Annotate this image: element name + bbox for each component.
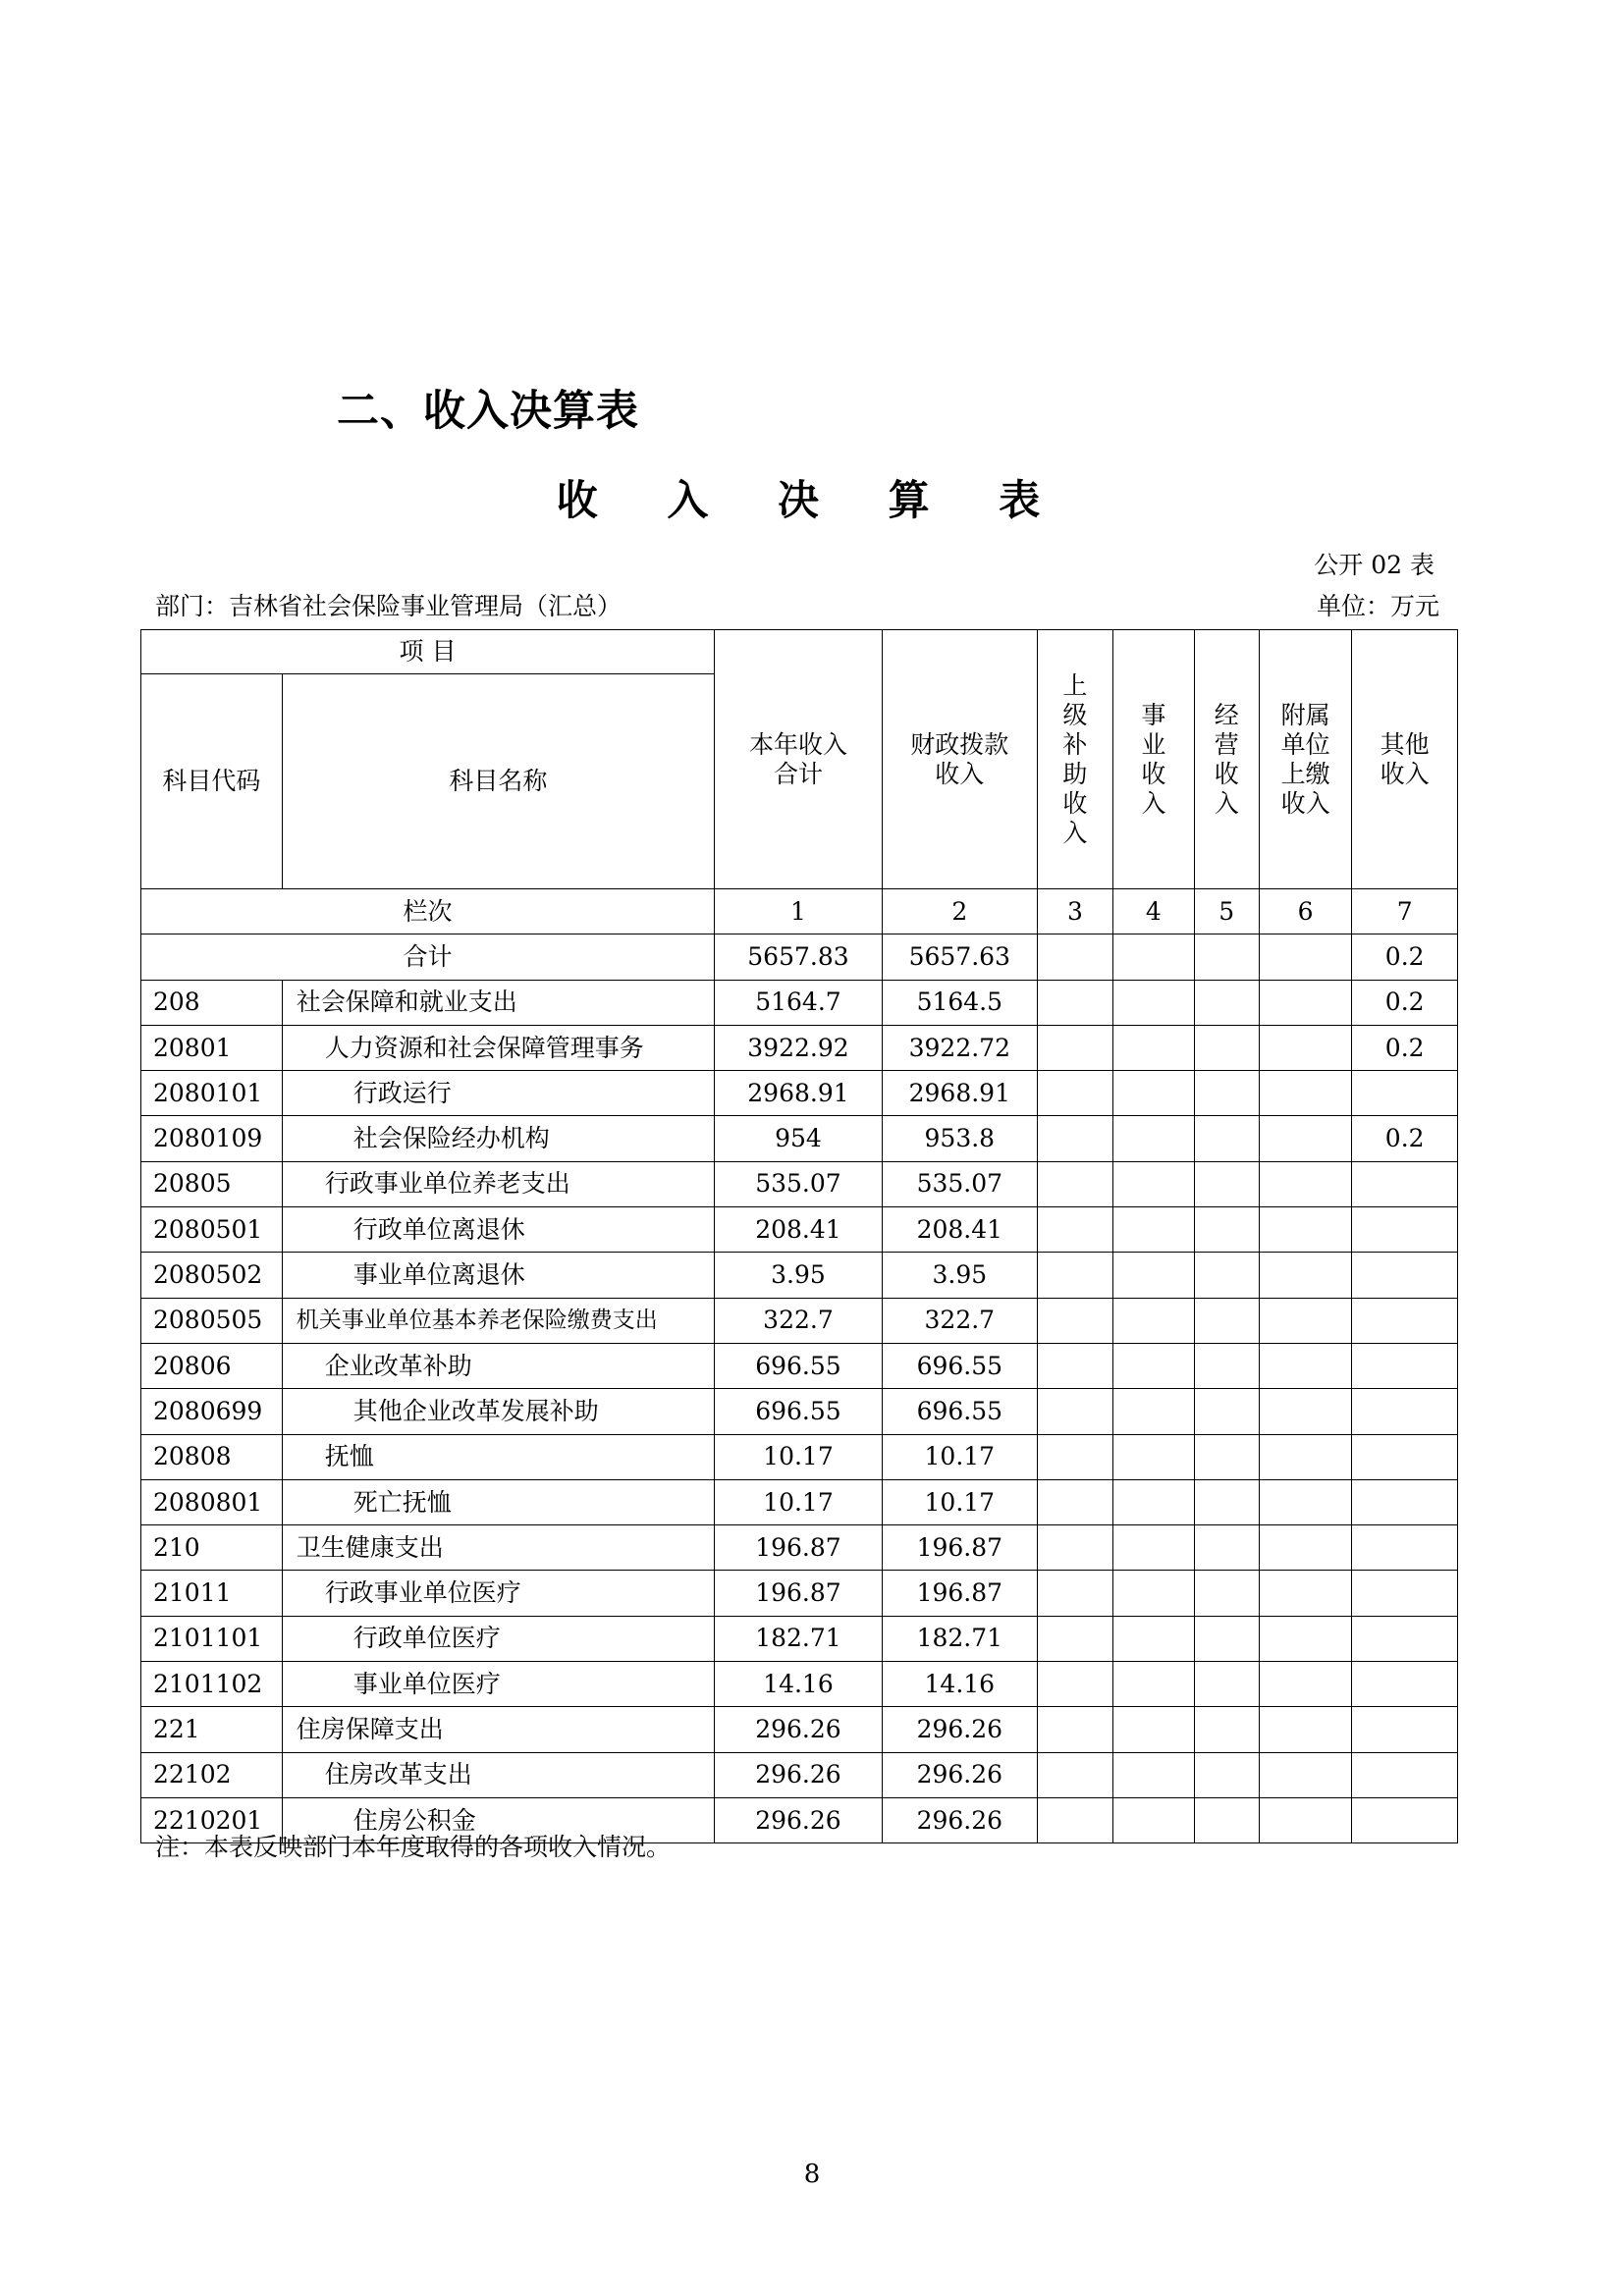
value-c1: 296.26 [715,1707,883,1752]
value-c4 [1113,1616,1194,1661]
value-c4 [1113,1434,1194,1479]
total-c1: 5657.83 [715,934,883,980]
subject-code: 2210201 [141,1797,283,1842]
value-c5 [1194,1207,1259,1253]
subject-code: 20805 [141,1161,283,1206]
value-c3 [1037,1479,1112,1524]
value-c4 [1113,980,1194,1025]
h7-char: 收入 [1380,759,1430,788]
value-c6 [1259,1752,1351,1797]
h7-char: 其他 [1380,729,1430,759]
header-row-1 [141,630,1458,674]
value-c3 [1037,1797,1112,1842]
table-row [141,1207,1458,1253]
table-row [141,1616,1458,1661]
column-number: 7 [1352,889,1458,934]
h5-char: 营 [1214,729,1239,759]
subject-name: 行政单位医疗 [282,1616,714,1661]
h3-char: 收 [1062,788,1088,818]
total-c2: 5657.63 [882,934,1037,980]
value-c3 [1037,1525,1112,1571]
value-c4 [1113,1797,1194,1842]
header-subject-code: 科目代码 [141,674,283,889]
value-c2: 208.41 [882,1207,1037,1253]
value-c1: 535.07 [715,1161,883,1206]
value-c7 [1352,1479,1458,1524]
department-label: 部门：吉林省社会保险事业管理局（汇总） [155,592,623,620]
value-c6 [1259,1207,1351,1253]
value-c5 [1194,1343,1259,1388]
header-col2-line2: 收入 [935,759,985,788]
value-c1: 2968.91 [715,1071,883,1116]
subject-code: 20806 [141,1343,283,1388]
value-c7: 0.2 [1352,980,1458,1025]
subject-code: 2101102 [141,1662,283,1707]
table-title: 收 入 决 算 表 [556,476,1068,524]
subject-code: 20801 [141,1025,283,1070]
value-c3 [1037,1662,1112,1707]
section-title: 二、收入决算表 [337,387,639,436]
value-c2: 696.55 [882,1389,1037,1434]
h5-char: 入 [1214,788,1239,818]
value-c4 [1113,1343,1194,1388]
value-c5 [1194,1525,1259,1571]
row-label: 栏次 [141,889,715,934]
subject-name: 住房改革支出 [282,1752,714,1797]
value-c3 [1037,1161,1112,1206]
subject-name: 社会保障和就业支出 [282,980,714,1025]
value-c6 [1259,1662,1351,1707]
value-c5 [1194,1479,1259,1524]
column-number: 5 [1194,889,1259,934]
value-c7 [1352,1662,1458,1707]
table-row [141,1025,1458,1070]
subject-name: 事业单位离退休 [282,1253,714,1298]
value-c6 [1259,1071,1351,1116]
subject-name: 机关事业单位基本养老保险缴费支出 [282,1298,714,1343]
value-c1: 3.95 [715,1253,883,1298]
value-c3 [1037,1752,1112,1797]
table-row [141,1343,1458,1388]
value-c2: 2968.91 [882,1071,1037,1116]
page-number: 8 [803,2160,821,2189]
subject-name: 企业改革补助 [282,1343,714,1388]
value-c6 [1259,1571,1351,1616]
subject-name: 卫生健康支出 [282,1525,714,1571]
table-row [141,1571,1458,1616]
value-c4 [1113,1298,1194,1343]
value-c5 [1194,1116,1259,1161]
value-c4 [1113,1389,1194,1434]
value-c6 [1259,1707,1351,1752]
value-c3 [1037,1389,1112,1434]
header-subject-name: 科目名称 [282,674,714,889]
value-c1: 14.16 [715,1662,883,1707]
header-item: 项 目 [141,630,715,674]
table-row [141,1434,1458,1479]
value-c6 [1259,1389,1351,1434]
table-row [141,980,1458,1025]
value-c5 [1194,1797,1259,1842]
footnote: 注：本表反映部门本年度取得的各项收入情况。 [155,1833,672,1861]
header-col2 [882,630,1037,889]
value-c2: 296.26 [882,1707,1037,1752]
h5-char: 经 [1214,700,1239,729]
value-c5 [1194,1707,1259,1752]
table-row [141,1071,1458,1116]
subject-code: 2080101 [141,1071,283,1116]
subject-code: 2080505 [141,1298,283,1343]
value-c4 [1113,1071,1194,1116]
total-c5 [1194,934,1259,980]
subject-code: 20808 [141,1434,283,1479]
value-c5 [1194,1662,1259,1707]
value-c5 [1194,1025,1259,1070]
subject-code: 221 [141,1707,283,1752]
value-c2: 3.95 [882,1253,1037,1298]
value-c3 [1037,1071,1112,1116]
value-c6 [1259,980,1351,1025]
value-c7 [1352,1434,1458,1479]
table-row [141,1389,1458,1434]
header-col2-line1: 财政拨款 [910,729,1009,759]
value-c2: 953.8 [882,1116,1037,1161]
value-c1: 208.41 [715,1207,883,1253]
unit-label: 单位：万元 [1316,592,1439,620]
value-c7 [1352,1616,1458,1661]
header-col5 [1194,630,1259,889]
header-col1 [715,630,883,889]
subject-code: 21011 [141,1571,283,1616]
subject-code: 210 [141,1525,283,1571]
h4-char: 业 [1141,729,1166,759]
value-c5 [1194,980,1259,1025]
value-c5 [1194,1616,1259,1661]
value-c5 [1194,1253,1259,1298]
value-c2: 10.17 [882,1434,1037,1479]
subject-code: 208 [141,980,283,1025]
h3-char: 入 [1062,818,1088,847]
value-c2: 296.26 [882,1797,1037,1842]
h6-char: 上缴 [1280,759,1330,788]
value-c6 [1259,1161,1351,1206]
value-c4 [1113,1571,1194,1616]
form-number: 公开 02 表 [1314,551,1435,579]
value-c6 [1259,1525,1351,1571]
value-c6 [1259,1298,1351,1343]
value-c1: 696.55 [715,1389,883,1434]
h4-char: 入 [1141,788,1166,818]
value-c2: 696.55 [882,1343,1037,1388]
value-c3 [1037,980,1112,1025]
subject-name: 行政事业单位医疗 [282,1571,714,1616]
value-c2: 322.7 [882,1298,1037,1343]
value-c4 [1113,1479,1194,1524]
subject-name: 事业单位医疗 [282,1662,714,1707]
value-c3 [1037,1207,1112,1253]
value-c4 [1113,1253,1194,1298]
value-c5 [1194,1071,1259,1116]
value-c4 [1113,1161,1194,1206]
value-c7 [1352,1707,1458,1752]
subject-name: 行政单位离退休 [282,1207,714,1253]
subject-name: 行政运行 [282,1071,714,1116]
total-c4 [1113,934,1194,980]
subject-name: 社会保险经办机构 [282,1116,714,1161]
value-c2: 10.17 [882,1479,1037,1524]
h5-char: 收 [1214,759,1239,788]
table-row [141,1253,1458,1298]
value-c6 [1259,1616,1351,1661]
h6-char: 单位 [1280,729,1330,759]
subject-code: 2080501 [141,1207,283,1253]
header-col1-line1: 本年收入 [748,729,847,759]
h6-char: 收入 [1280,788,1330,818]
value-c7 [1352,1298,1458,1343]
value-c7 [1352,1207,1458,1253]
value-c6 [1259,1434,1351,1479]
value-c1: 5164.7 [715,980,883,1025]
header-col4 [1113,630,1194,889]
h3-char: 助 [1062,759,1088,788]
subject-code: 2080502 [141,1253,283,1298]
total-c7: 0.2 [1352,934,1458,980]
value-c6 [1259,1343,1351,1388]
subject-name: 死亡抚恤 [282,1479,714,1524]
subject-name: 其他企业改革发展补助 [282,1389,714,1434]
subject-code: 2101101 [141,1616,283,1661]
column-number: 1 [715,889,883,934]
total-c6 [1259,934,1351,980]
value-c3 [1037,1025,1112,1070]
value-c1: 196.87 [715,1525,883,1571]
value-c7 [1352,1071,1458,1116]
value-c2: 196.87 [882,1525,1037,1571]
value-c4 [1113,1207,1194,1253]
table-row [141,1662,1458,1707]
value-c7: 0.2 [1352,1116,1458,1161]
header-col1-line2: 合计 [773,759,823,788]
table-row [141,1752,1458,1797]
h3-char: 上 [1062,670,1088,700]
header-col6 [1259,630,1351,889]
value-c5 [1194,1161,1259,1206]
value-c3 [1037,1298,1112,1343]
value-c7 [1352,1571,1458,1616]
column-number: 2 [882,889,1037,934]
value-c6 [1259,1116,1351,1161]
subject-code: 22102 [141,1752,283,1797]
value-c1: 10.17 [715,1434,883,1479]
value-c7 [1352,1343,1458,1388]
value-c3 [1037,1116,1112,1161]
header-col7 [1352,630,1458,889]
value-c7 [1352,1161,1458,1206]
h4-char: 事 [1141,700,1166,729]
value-c4 [1113,1662,1194,1707]
value-c5 [1194,1571,1259,1616]
value-c6 [1259,1797,1351,1842]
value-c4 [1113,1525,1194,1571]
value-c7 [1352,1797,1458,1842]
total-label: 合计 [141,934,715,980]
column-number: 6 [1259,889,1351,934]
value-c5 [1194,1434,1259,1479]
table-row [141,1116,1458,1161]
table-row [141,1479,1458,1524]
table-row [141,1161,1458,1206]
column-number-row [141,889,1458,934]
value-c5 [1194,1389,1259,1434]
value-c6 [1259,1479,1351,1524]
income-table [140,629,1458,1843]
value-c1: 3922.92 [715,1025,883,1070]
value-c1: 296.26 [715,1797,883,1842]
value-c7 [1352,1389,1458,1434]
value-c4 [1113,1116,1194,1161]
value-c2: 5164.5 [882,980,1037,1025]
subject-code: 2080109 [141,1116,283,1161]
table-row [141,1707,1458,1752]
value-c1: 10.17 [715,1479,883,1524]
value-c7 [1352,1253,1458,1298]
header-col3 [1037,630,1112,889]
subject-code: 2080801 [141,1479,283,1524]
total-row [141,934,1458,980]
value-c7: 0.2 [1352,1025,1458,1070]
value-c3 [1037,1616,1112,1661]
value-c2: 535.07 [882,1161,1037,1206]
value-c4 [1113,1707,1194,1752]
value-c2: 196.87 [882,1571,1037,1616]
value-c7 [1352,1752,1458,1797]
value-c1: 696.55 [715,1343,883,1388]
value-c2: 296.26 [882,1752,1037,1797]
subject-name: 住房公积金 [282,1797,714,1842]
h3-char: 补 [1062,729,1088,759]
h3-char: 级 [1062,700,1088,729]
value-c1: 196.87 [715,1571,883,1616]
table-row [141,1525,1458,1571]
value-c2: 182.71 [882,1616,1037,1661]
value-c3 [1037,1434,1112,1479]
table-row [141,1298,1458,1343]
value-c4 [1113,1752,1194,1797]
subject-code: 2080699 [141,1389,283,1434]
value-c2: 3922.72 [882,1025,1037,1070]
subject-name: 住房保障支出 [282,1707,714,1752]
subject-name: 抚恤 [282,1434,714,1479]
column-number: 4 [1113,889,1194,934]
value-c7 [1352,1525,1458,1571]
column-number: 3 [1037,889,1112,934]
value-c1: 322.7 [715,1298,883,1343]
value-c1: 954 [715,1116,883,1161]
subject-name: 行政事业单位养老支出 [282,1161,714,1206]
value-c5 [1194,1298,1259,1343]
value-c1: 182.71 [715,1616,883,1661]
value-c3 [1037,1707,1112,1752]
value-c5 [1194,1752,1259,1797]
subject-name: 人力资源和社会保障管理事务 [282,1025,714,1070]
value-c3 [1037,1571,1112,1616]
h6-char: 附属 [1280,700,1330,729]
value-c6 [1259,1253,1351,1298]
total-c3 [1037,934,1112,980]
value-c3 [1037,1343,1112,1388]
value-c3 [1037,1253,1112,1298]
value-c1: 296.26 [715,1752,883,1797]
value-c2: 14.16 [882,1662,1037,1707]
value-c6 [1259,1025,1351,1070]
h4-char: 收 [1141,759,1166,788]
value-c4 [1113,1025,1194,1070]
